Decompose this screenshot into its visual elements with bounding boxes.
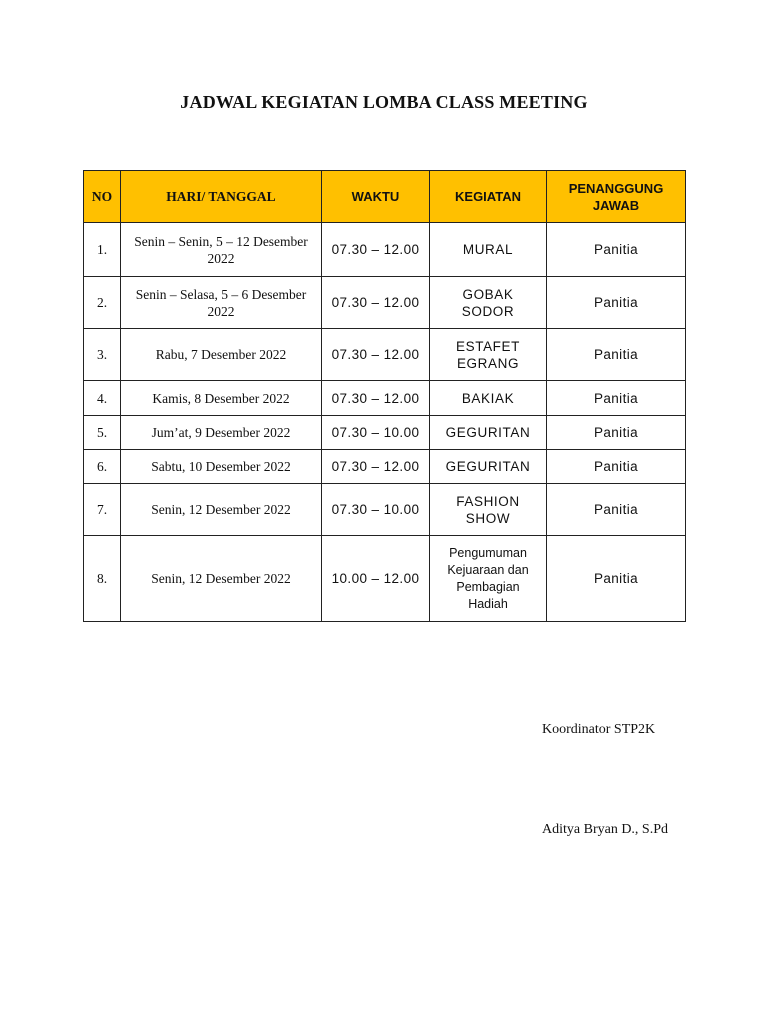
cell-penanggung-jawab: Panitia bbox=[547, 277, 686, 329]
header-kegiatan: KEGIATAN bbox=[430, 171, 547, 223]
cell-kegiatan: BAKIAK bbox=[430, 381, 547, 416]
cell-hari-tanggal: Senin, 12 Desember 2022 bbox=[121, 536, 322, 622]
table-row bbox=[84, 450, 686, 484]
table-row bbox=[84, 484, 686, 536]
cell-kegiatan: FASHION SHOW bbox=[430, 484, 547, 536]
cell-kegiatan: GEGURITAN bbox=[430, 450, 547, 484]
schedule-table bbox=[83, 170, 686, 622]
cell-hari-tanggal: Rabu, 7 Desember 2022 bbox=[121, 329, 322, 381]
cell-waktu: 07.30 – 12.00 bbox=[322, 450, 430, 484]
cell-penanggung-jawab: Panitia bbox=[547, 416, 686, 450]
cell-kegiatan: GOBAK SODOR bbox=[430, 277, 547, 329]
table-row bbox=[84, 381, 686, 416]
cell-kegiatan: MURAL bbox=[430, 223, 547, 277]
cell-waktu: 07.30 – 12.00 bbox=[322, 381, 430, 416]
cell-waktu: 07.30 – 12.00 bbox=[322, 223, 430, 277]
cell-no: 5. bbox=[84, 416, 121, 450]
cell-hari-tanggal: Senin – Senin, 5 – 12 Desember 2022 bbox=[121, 223, 322, 277]
cell-waktu: 10.00 – 12.00 bbox=[322, 536, 430, 622]
cell-penanggung-jawab: Panitia bbox=[547, 381, 686, 416]
cell-penanggung-jawab: Panitia bbox=[547, 329, 686, 381]
table-header-row bbox=[84, 171, 686, 223]
header-no: NO bbox=[84, 171, 121, 223]
cell-penanggung-jawab: Panitia bbox=[547, 484, 686, 536]
signature-name: Aditya Bryan D., S.Pd bbox=[542, 822, 668, 837]
cell-waktu: 07.30 – 10.00 bbox=[322, 416, 430, 450]
table-row bbox=[84, 536, 686, 622]
cell-hari-tanggal: Sabtu, 10 Desember 2022 bbox=[121, 450, 322, 484]
cell-penanggung-jawab: Panitia bbox=[547, 223, 686, 277]
cell-hari-tanggal: Senin, 12 Desember 2022 bbox=[121, 484, 322, 536]
header-hari-tanggal: HARI/ TANGGAL bbox=[121, 171, 322, 223]
cell-hari-tanggal: Senin – Selasa, 5 – 6 Desember 2022 bbox=[121, 277, 322, 329]
cell-hari-tanggal: Kamis, 8 Desember 2022 bbox=[121, 381, 322, 416]
cell-hari-tanggal: Jum’at, 9 Desember 2022 bbox=[121, 416, 322, 450]
cell-no: 3. bbox=[84, 329, 121, 381]
table-row bbox=[84, 223, 686, 277]
cell-no: 6. bbox=[84, 450, 121, 484]
signature-role: Koordinator STP2K bbox=[542, 722, 656, 737]
table-row bbox=[84, 416, 686, 450]
cell-penanggung-jawab: Panitia bbox=[547, 450, 686, 484]
cell-no: 4. bbox=[84, 381, 121, 416]
header-waktu: WAKTU bbox=[322, 171, 430, 223]
header-penanggung-jawab: PENANGGUNG JAWAB bbox=[547, 171, 686, 223]
cell-kegiatan: Pengumuman Kejuaraan dan Pembagian Hadiah bbox=[430, 536, 547, 622]
table-row bbox=[84, 277, 686, 329]
cell-no: 8. bbox=[84, 536, 121, 622]
cell-no: 7. bbox=[84, 484, 121, 536]
cell-penanggung-jawab: Panitia bbox=[547, 536, 686, 622]
cell-waktu: 07.30 – 12.00 bbox=[322, 329, 430, 381]
cell-kegiatan: ESTAFET EGRANG bbox=[430, 329, 547, 381]
cell-no: 2. bbox=[84, 277, 121, 329]
cell-waktu: 07.30 – 10.00 bbox=[322, 484, 430, 536]
table-row bbox=[84, 329, 686, 381]
document-title: JADWAL KEGIATAN LOMBA CLASS MEETING bbox=[180, 92, 588, 112]
cell-kegiatan: GEGURITAN bbox=[430, 416, 547, 450]
cell-waktu: 07.30 – 12.00 bbox=[322, 277, 430, 329]
cell-no: 1. bbox=[84, 223, 121, 277]
